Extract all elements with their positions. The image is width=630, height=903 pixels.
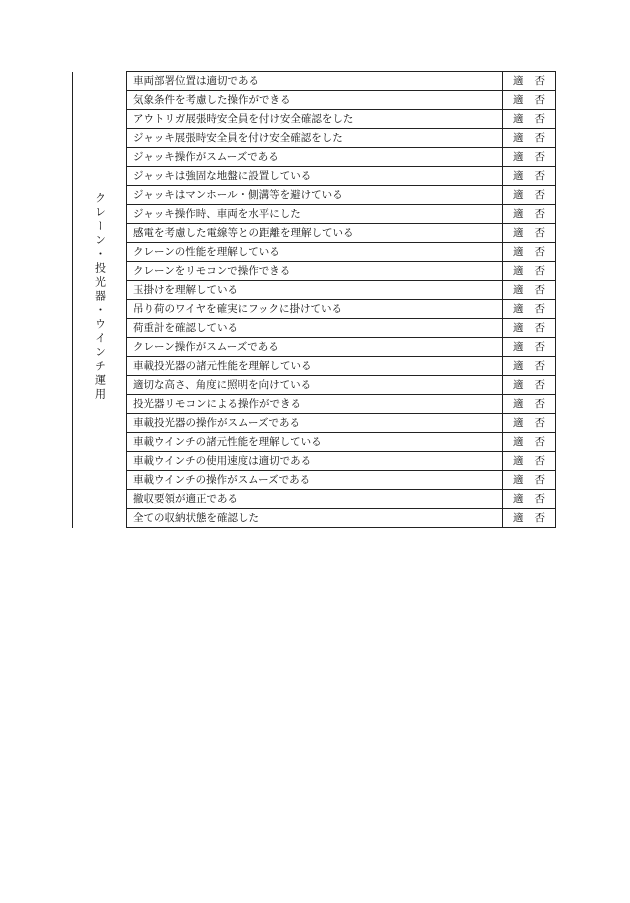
result-fail-option[interactable]: 否: [534, 170, 545, 182]
checklist-item-text: 投光器リモコンによる操作ができる: [127, 395, 503, 414]
result-cell: [503, 300, 556, 319]
result-cell: [503, 319, 556, 338]
result-pass-option[interactable]: 適: [513, 227, 524, 239]
result-fail-option[interactable]: 否: [534, 474, 545, 486]
checklist-item-text: クレーンをリモコンで操作できる: [127, 262, 503, 281]
checklist-row: [73, 452, 556, 471]
operation-checklist-table: [72, 71, 556, 528]
checklist-row: [73, 110, 556, 129]
result-cell: [503, 338, 556, 357]
checklist-row: [73, 72, 556, 91]
checklist-item-text: クレーン操作がスムーズである: [127, 338, 503, 357]
checklist-row: [73, 262, 556, 281]
result-fail-option[interactable]: 否: [534, 398, 545, 410]
result-pass-option[interactable]: 適: [513, 436, 524, 448]
checklist-row: [73, 167, 556, 186]
checklist-item-text: クレーンの性能を理解している: [127, 243, 503, 262]
result-pass-option[interactable]: 適: [513, 341, 524, 353]
result-fail-option[interactable]: 否: [534, 284, 545, 296]
result-pass-option[interactable]: 適: [513, 75, 524, 87]
result-fail-option[interactable]: 否: [534, 341, 545, 353]
result-cell: [503, 262, 556, 281]
result-cell: [503, 395, 556, 414]
checklist-item-text: 車両部署位置は適切である: [127, 72, 503, 91]
checklist-item-text: ジャッキ操作がスムーズである: [127, 148, 503, 167]
checklist-item-text: 車載ウインチの使用速度は適切である: [127, 452, 503, 471]
result-fail-option[interactable]: 否: [534, 303, 545, 315]
result-cell: [503, 72, 556, 91]
result-pass-option[interactable]: 適: [513, 189, 524, 201]
result-cell: [503, 167, 556, 186]
checklist-row: [73, 509, 556, 528]
result-cell: [503, 186, 556, 205]
result-pass-option[interactable]: 適: [513, 284, 524, 296]
result-pass-option[interactable]: 適: [513, 265, 524, 277]
result-pass-option[interactable]: 適: [513, 493, 524, 505]
checklist-row: [73, 300, 556, 319]
result-cell: [503, 224, 556, 243]
result-cell: [503, 376, 556, 395]
checklist-item-text: 車載投光器の諸元性能を理解している: [127, 357, 503, 376]
result-pass-option[interactable]: 適: [513, 303, 524, 315]
result-fail-option[interactable]: 否: [534, 493, 545, 505]
checklist-item-text: 玉掛けを理解している: [127, 281, 503, 300]
result-pass-option[interactable]: 適: [513, 113, 524, 125]
checklist-row: [73, 319, 556, 338]
checklist-row: [73, 243, 556, 262]
result-pass-option[interactable]: 適: [513, 398, 524, 410]
result-fail-option[interactable]: 否: [534, 132, 545, 144]
result-pass-option[interactable]: 適: [513, 208, 524, 220]
result-cell: [503, 414, 556, 433]
result-cell: [503, 110, 556, 129]
checklist-row: [73, 91, 556, 110]
checklist-row: [73, 433, 556, 452]
checklist-row: [73, 338, 556, 357]
checklist-row: [73, 376, 556, 395]
checklist-item-text: 車載投光器の操作がスムーズである: [127, 414, 503, 433]
result-cell: [503, 471, 556, 490]
checklist-item-text: 適切な高さ、角度に照明を向けている: [127, 376, 503, 395]
result-pass-option[interactable]: 適: [513, 379, 524, 391]
result-fail-option[interactable]: 否: [534, 94, 545, 106]
checklist-body: [73, 72, 556, 528]
result-cell: [503, 205, 556, 224]
result-fail-option[interactable]: 否: [534, 113, 545, 125]
checklist-row: [73, 490, 556, 509]
result-pass-option[interactable]: 適: [513, 151, 524, 163]
checklist-item-text: 車載ウインチの操作がスムーズである: [127, 471, 503, 490]
checklist-row: [73, 148, 556, 167]
checklist-row: [73, 395, 556, 414]
result-fail-option[interactable]: 否: [534, 246, 545, 258]
checklist-item-text: 全ての収納状態を確認した: [127, 509, 503, 528]
result-pass-option[interactable]: 適: [513, 512, 524, 524]
checklist-row: [73, 471, 556, 490]
result-cell: [503, 509, 556, 528]
checklist-item-text: 気象条件を考慮した操作ができる: [127, 91, 503, 110]
checklist-row: [73, 224, 556, 243]
checklist-item-text: 撤収要領が適正である: [127, 490, 503, 509]
result-fail-option[interactable]: 否: [534, 436, 545, 448]
checklist-item-text: 吊り荷のワイヤを確実にフックに掛けている: [127, 300, 503, 319]
result-cell: [503, 281, 556, 300]
checklist-row: [73, 186, 556, 205]
result-fail-option[interactable]: 否: [534, 75, 545, 87]
result-fail-option[interactable]: 否: [534, 189, 545, 201]
result-cell: [503, 433, 556, 452]
result-cell: [503, 490, 556, 509]
result-pass-option[interactable]: 適: [513, 417, 524, 429]
result-fail-option[interactable]: 否: [534, 512, 545, 524]
checklist-item-text: 感電を考慮した電線等との距離を理解している: [127, 224, 503, 243]
result-pass-option[interactable]: 適: [513, 94, 524, 106]
checklist-item-text: ジャッキ展張時安全員を付け安全確認をした: [127, 129, 503, 148]
result-fail-option[interactable]: 否: [534, 360, 545, 372]
result-pass-option[interactable]: 適: [513, 132, 524, 144]
result-pass-option[interactable]: 適: [513, 474, 524, 486]
result-cell: [503, 452, 556, 471]
result-cell: [503, 91, 556, 110]
checklist-row: [73, 357, 556, 376]
result-pass-option[interactable]: 適: [513, 246, 524, 258]
checklist-item-text: アウトリガ展張時安全員を付け安全確認をした: [127, 110, 503, 129]
result-fail-option[interactable]: 否: [534, 417, 545, 429]
result-pass-option[interactable]: 適: [513, 170, 524, 182]
result-fail-option[interactable]: 否: [534, 208, 545, 220]
checklist-row: [73, 129, 556, 148]
checklist-row: [73, 205, 556, 224]
result-fail-option[interactable]: 否: [534, 227, 545, 239]
checklist-item-text: ジャッキ操作時、車両を水平にした: [127, 205, 503, 224]
section-category-label: クレーン・投光器・ウインチ運用: [93, 191, 107, 402]
result-cell: [503, 129, 556, 148]
checklist-row: [73, 281, 556, 300]
result-fail-option[interactable]: 否: [534, 379, 545, 391]
result-pass-option[interactable]: 適: [513, 455, 524, 467]
checklist-item-text: 車載ウインチの諸元性能を理解している: [127, 433, 503, 452]
result-pass-option[interactable]: 適: [513, 360, 524, 372]
result-fail-option[interactable]: 否: [534, 322, 545, 334]
checklist-item-text: ジャッキはマンホール・側溝等を避けている: [127, 186, 503, 205]
result-pass-option[interactable]: 適: [513, 322, 524, 334]
result-fail-option[interactable]: 否: [534, 455, 545, 467]
result-cell: [503, 357, 556, 376]
checklist-row: [73, 414, 556, 433]
result-cell: [503, 148, 556, 167]
checklist-item-text: ジャッキは強固な地盤に設置している: [127, 167, 503, 186]
result-fail-option[interactable]: 否: [534, 151, 545, 163]
result-fail-option[interactable]: 否: [534, 265, 545, 277]
checklist-item-text: 荷重計を確認している: [127, 319, 503, 338]
section-category-cell: [73, 72, 127, 528]
result-cell: [503, 243, 556, 262]
